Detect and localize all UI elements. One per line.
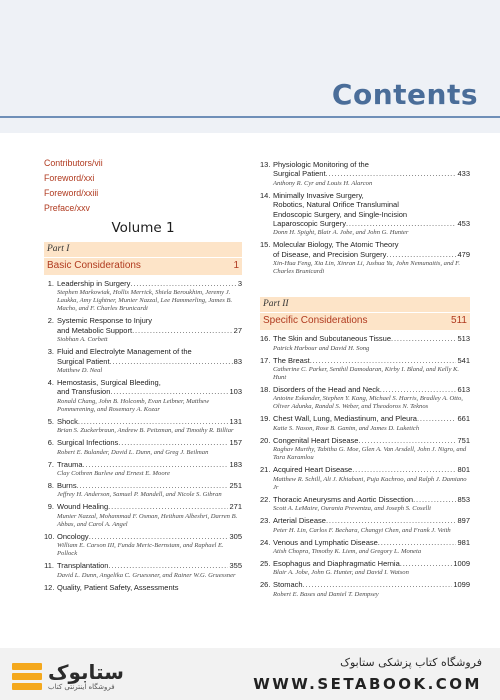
chapter-authors: Ronald Chang, John B. Holcomb, Evan Leibner, Matthew Pommerening, and Rosemary A. Kozar [57, 397, 210, 413]
chapter-title: Oncology [57, 531, 89, 541]
chapter-page: 801 [457, 465, 470, 475]
chapter-page: 1099 [453, 580, 470, 590]
chapter-title-line [273, 385, 470, 394]
chapter-body [57, 460, 242, 481]
chapter-entry[interactable] [260, 559, 470, 580]
dot-leader [132, 326, 233, 335]
chapter-authors: Brian S. Zuckerbraun, Andrew B. Peitzman, and Timothy R. Billiar [57, 427, 234, 435]
chapter-entry[interactable] [260, 160, 470, 191]
part-label: Part II [260, 297, 470, 312]
part-title: Basic Considerations [47, 260, 141, 271]
chapter-authors: Clay Cothren Burlew and Ernest E. Moore [57, 470, 170, 478]
right-column [260, 156, 470, 602]
chapter-title-line [57, 583, 242, 592]
dot-leader [78, 417, 229, 426]
chapter-number: 14. [260, 190, 271, 200]
chapter-page: 453 [457, 219, 470, 229]
chapter-authors: Matthew D. Neal [57, 367, 103, 375]
chapter-entry[interactable] [260, 414, 470, 435]
front-matter-preface[interactable]: Preface/xxv [44, 203, 90, 213]
chapter-page: 433 [457, 169, 470, 179]
chapter-title: Wound Healing [57, 502, 109, 512]
chapter-title: Hemostasis, Surgical Bleeding, [57, 378, 161, 388]
chapter-title-line [57, 357, 242, 366]
chapter-number: 4. [47, 378, 54, 388]
chapter-title-line [273, 169, 470, 178]
chapter-title: Molecular Biology, The Atomic Theory [273, 240, 399, 250]
chapter-title: Endoscopic Surgery, and Single-Incision [273, 209, 408, 219]
dot-leader [303, 580, 453, 589]
chapter-title-line [57, 347, 242, 356]
chapter-title-line [57, 387, 242, 396]
chapter-page: 27 [233, 325, 242, 335]
front-matter-foreword-1[interactable]: Foreword/xxi [44, 173, 95, 183]
chapter-entry[interactable] [44, 561, 242, 582]
chapter-page: 479 [457, 249, 470, 259]
chapter-body [273, 436, 470, 465]
store-url[interactable]: WWW.SETABOOK.COM [253, 675, 482, 693]
chapter-authors: Blair A. Jobe, John G. Hunter, and David I. Watson [273, 569, 409, 577]
dot-leader [391, 334, 456, 343]
chapter-title: Acquired Heart Disease [273, 465, 353, 475]
chapter-entry[interactable] [260, 436, 470, 465]
chapter-authors: Scott A. LeMaire, Ourania Preventza, and Joseph S. Coselli [273, 505, 431, 513]
chapter-number: 8. [47, 481, 54, 491]
part-page: 1 [233, 260, 239, 271]
chapter-title: The Skin and Subcutaneous Tissue [273, 334, 391, 344]
chapter-page: 853 [457, 494, 470, 504]
dot-leader [417, 414, 457, 423]
chapter-title-line [273, 465, 470, 474]
chapter-title: Leadership in Surgery [57, 279, 131, 288]
store-name: فروشگاه کتاب پزشکی ستابوک [340, 656, 482, 669]
chapter-authors: Donn H. Spight, Blair A. Jobe, and John G. Hunter [273, 229, 409, 237]
chapter-entry[interactable] [44, 502, 242, 531]
chapter-title-line [57, 481, 242, 490]
chapter-number: 10. [44, 531, 55, 541]
chapter-page: 981 [457, 537, 470, 547]
chapter-page: 103 [229, 387, 242, 397]
chapter-body [273, 191, 470, 241]
chapter-title: Fluid and Electrolyte Management of the [57, 347, 192, 357]
chapter-body [273, 385, 470, 414]
chapter-entry[interactable] [260, 356, 470, 385]
chapter-authors: Atish Chopra, Timothy K. Liem, and Gregory L. Moneta [273, 547, 422, 555]
chapter-title-line [57, 279, 242, 288]
chapter-body [273, 559, 470, 580]
chapter-body [273, 240, 470, 279]
chapter-page: 513 [457, 334, 470, 344]
dot-leader [130, 279, 236, 288]
book-stack-icon [10, 660, 44, 694]
chapter-body [57, 583, 242, 592]
dot-leader [346, 219, 457, 228]
chapter-page: 157 [229, 438, 242, 448]
chapter-body [273, 334, 470, 355]
chapter-authors: Jeffrey H. Anderson, Samuel P. Mandell, and Nicole S. Gibran [57, 491, 222, 499]
front-matter-contributors[interactable]: Contributors/vii [44, 158, 103, 168]
chapter-entry[interactable] [260, 465, 470, 494]
chapter-title: Surgical Patient [273, 169, 326, 179]
chapter-entry[interactable] [44, 481, 242, 502]
chapter-title-line [57, 438, 242, 447]
chapter-number: 1. [47, 279, 54, 288]
chapter-title-line [57, 326, 242, 335]
chapter-title: and Metabolic Support [57, 325, 133, 335]
chapter-title: Surgical Patient [57, 356, 110, 366]
part-title-bar[interactable] [260, 313, 470, 330]
chapter-page: 271 [229, 502, 242, 512]
chapter-title-line [273, 200, 470, 209]
chapter-number: 19. [260, 414, 271, 424]
chapter-number: 17. [260, 355, 271, 365]
header-rule [0, 116, 500, 118]
chapter-title: Chest Wall, Lung, Mediastinum, and Pleura [273, 414, 417, 424]
front-matter-foreword-2[interactable]: Foreword/xxiii [44, 188, 99, 198]
chapter-title-line [57, 316, 242, 325]
chapter-title-line [57, 378, 242, 387]
chapter-title: Minimally Invasive Surgery, [273, 190, 364, 200]
chapter-number: 7. [47, 459, 54, 469]
chapter-page: 1009 [453, 558, 470, 568]
chapter-entry[interactable] [260, 334, 470, 355]
chapter-title-line [273, 580, 470, 589]
chapter-entry[interactable] [260, 240, 470, 279]
dot-leader [358, 436, 456, 445]
part-label: Part I [44, 242, 242, 257]
dot-leader [108, 502, 228, 511]
chapter-number: 2. [47, 316, 54, 326]
chapter-title-line [273, 250, 470, 259]
chapter-title: Physiologic Monitoring of the [273, 160, 369, 169]
chapter-page: 541 [457, 355, 470, 365]
chapter-entry[interactable] [44, 532, 242, 561]
chapter-number: 13. [260, 160, 271, 169]
dot-leader [386, 250, 456, 259]
chapter-title: Quality, Patient Safety, Assessments [57, 582, 179, 592]
chapter-page: 251 [229, 481, 242, 491]
chapter-number: 26. [260, 580, 271, 590]
dot-leader [310, 356, 457, 365]
chapter-title-line [273, 160, 470, 169]
chapter-body [57, 438, 242, 459]
part-one [44, 242, 242, 592]
chapter-list-continued [260, 160, 470, 279]
chapter-authors: William E. Carson III, Funda Meric-Bernstam, and Raphael E. Pollock [57, 542, 224, 558]
chapter-list [260, 334, 470, 601]
chapter-authors: Raghav Murthy, Tabitha G. Moe, Glen A. Van Arsdell, John J. Nigro, and Tara Karamlou [273, 446, 467, 462]
part-page: 511 [451, 315, 467, 327]
chapter-title: of Disease, and Precision Surgery [273, 249, 387, 259]
volume-heading: Volume 1 [111, 220, 175, 236]
chapter-title-line [273, 240, 470, 249]
chapter-title-line [273, 559, 470, 568]
chapter-title-line [273, 334, 470, 343]
chapter-number: 12. [44, 582, 55, 592]
chapter-title: Shock [57, 416, 78, 426]
chapter-entry[interactable] [260, 538, 470, 559]
chapter-title: Surgical Infections [57, 438, 119, 448]
front-matter-list [44, 156, 242, 216]
chapter-number: 5. [47, 416, 54, 426]
chapter-body [57, 279, 242, 316]
chapter-title-line [273, 414, 470, 423]
dot-leader [378, 538, 457, 547]
chapter-page: 183 [229, 459, 242, 469]
chapter-authors: Robert E. Bases and Daniel T. Dempsey [273, 590, 379, 598]
chapter-authors: Catherine C. Parker, Senthil Damodaran, Kirby I. Bland, and Kelly K. Hunt [273, 366, 460, 382]
chapter-page: 83 [233, 356, 242, 366]
dot-leader [400, 559, 453, 568]
chapter-body [273, 414, 470, 435]
chapter-entry[interactable] [260, 516, 470, 537]
chapter-entry[interactable] [260, 385, 470, 414]
chapter-page: 613 [457, 385, 470, 395]
chapter-body [57, 378, 242, 417]
dot-leader [89, 532, 229, 541]
chapter-number: 25. [260, 558, 271, 568]
chapter-page: 305 [229, 531, 242, 541]
chapter-entry[interactable] [44, 438, 242, 459]
chapter-title-line [273, 356, 470, 365]
dot-leader [326, 516, 457, 525]
chapter-body [57, 347, 242, 378]
chapter-body [273, 160, 470, 191]
dot-leader [77, 481, 229, 490]
chapter-title: Laparoscopic Surgery [273, 219, 346, 229]
chapter-entry[interactable] [260, 191, 470, 241]
chapter-body [273, 538, 470, 559]
chapter-entry[interactable] [44, 583, 242, 592]
part-title-bar[interactable] [44, 258, 242, 275]
chapter-authors: Katie S. Nason, Rose B. Ganim, and James D. Luketich [273, 424, 420, 432]
chapter-title: Esophagus and Diaphragmatic Hernia [273, 558, 400, 568]
left-column [44, 150, 242, 592]
dot-leader [83, 460, 229, 469]
chapter-authors: Siobhan A. Corbett [57, 336, 108, 344]
chapter-page: 131 [229, 416, 242, 426]
chapter-title: Systemic Response to Injury [57, 316, 153, 326]
chapter-number: 11. [44, 561, 54, 571]
chapter-number: 6. [47, 438, 54, 448]
chapter-title-line [273, 210, 470, 219]
chapter-number: 22. [260, 494, 271, 504]
chapter-number: 21. [260, 465, 271, 475]
chapter-title-line [273, 191, 470, 200]
chapter-authors: Peter H. Lin, Carlos F. Bechara, Changyi Chen, and Frank J. Veith [273, 526, 451, 534]
page-title: Contents [331, 78, 478, 111]
chapter-title-line [57, 502, 242, 511]
dot-leader [110, 387, 228, 396]
chapter-title-line [273, 516, 470, 525]
chapter-entry[interactable] [44, 316, 242, 347]
chapter-title-line [57, 532, 242, 541]
chapter-title-line [273, 495, 470, 504]
chapter-body [273, 495, 470, 516]
chapter-title-line [57, 561, 242, 570]
chapter-body [57, 561, 242, 582]
chapter-title: Transplantation [57, 561, 109, 571]
chapter-number: 24. [260, 537, 271, 547]
dot-leader [413, 495, 456, 504]
chapter-number: 18. [260, 385, 271, 395]
chapter-authors: Patrick Harbour and David H. Song [273, 344, 370, 352]
chapter-authors: Antoine Eskander, Stephen Y. Kang, Michael S. Harris, Bradley A. Otto, Oliver Adunka, Randal S. Weber, and Theodoros N. Teknos [273, 395, 463, 411]
chapter-entry[interactable] [44, 347, 242, 378]
chapter-body [57, 502, 242, 531]
chapter-title-line [57, 417, 242, 426]
dot-leader [380, 385, 457, 394]
chapter-page: 751 [457, 435, 470, 445]
chapter-authors: Matthew R. Schill, Ali J. Khiabani, Puja Kachroo, and Ralph J. Damiano Jr [273, 475, 467, 491]
chapter-list [44, 279, 242, 592]
chapter-authors: Anthony R. Cyr and Louis H. Alarcon [273, 179, 373, 187]
chapter-title: Stomach [273, 580, 303, 590]
chapter-authors: Robert E. Bulander, David L. Dunn, and Greg J. Beilman [57, 448, 209, 456]
chapter-number: 3. [47, 347, 54, 357]
chapter-body [57, 481, 242, 502]
dot-leader [108, 561, 228, 570]
chapter-title: The Breast [273, 355, 310, 365]
chapter-title: Congenital Heart Disease [273, 435, 359, 445]
dot-leader [326, 169, 457, 178]
chapter-title: Arterial Disease [273, 516, 326, 526]
chapter-entry[interactable] [44, 417, 242, 438]
chapter-body [57, 417, 242, 438]
chapter-authors: Munier Nazzal, Mohammad F. Osman, Heitham Albeshri, Darren B. Abbas, and Carol A. Angel [57, 512, 238, 528]
chapter-number: 23. [260, 516, 271, 526]
chapter-body [57, 532, 242, 561]
chapter-title-line [273, 436, 470, 445]
chapter-title: Thoracic Aneurysms and Aortic Dissection [273, 494, 414, 504]
chapter-body [273, 516, 470, 537]
chapter-title-line [273, 538, 470, 547]
chapter-entry[interactable] [260, 580, 470, 601]
chapter-authors: Stephen Markowiak, Hollis Merrick, Shiela Beroukhim, Jeremy J. Laukka, Amy Lightner, Munier Nazzal, Lee Hammerling, James B. Macho, and F. Charles Brunicardi [57, 289, 233, 313]
chapter-entry[interactable] [44, 460, 242, 481]
chapter-number: 16. [260, 334, 271, 344]
chapter-body [273, 356, 470, 385]
header-band [0, 0, 500, 133]
dot-leader [118, 438, 228, 447]
chapter-authors: Xin-Hua Feng, Xia Lin, Xinran Li, Jushua Yu, John Nemunaitis, and F. Charles Brunicardi [273, 260, 461, 276]
chapter-number: 9. [47, 502, 54, 512]
chapter-page: 897 [457, 516, 470, 526]
part-two [260, 297, 470, 601]
chapter-body [273, 580, 470, 601]
chapter-entry[interactable] [260, 495, 470, 516]
chapter-title-line [273, 219, 470, 228]
chapter-title: Robotics, Natural Orifice Transluminal [273, 200, 399, 210]
chapter-page: 3 [237, 279, 242, 288]
chapter-page: 355 [229, 561, 242, 571]
chapter-body [273, 465, 470, 494]
chapter-number: 20. [260, 435, 271, 445]
dot-leader [352, 465, 456, 474]
logo-tagline: فروشگاه اینترنتی کتاب [48, 683, 115, 691]
dot-leader [110, 357, 233, 366]
chapter-title: Venous and Lymphatic Disease [273, 537, 378, 547]
chapter-entry[interactable] [44, 378, 242, 417]
chapter-title-line [57, 460, 242, 469]
logo-wordmark: ستابوک [48, 660, 124, 684]
chapter-title: Trauma [57, 459, 83, 469]
chapter-number: 15. [260, 240, 271, 250]
chapter-authors: David L. Dunn, Angelika C. Gruessner, and Rainer W.G. Gruessner [57, 571, 236, 579]
part-title: Specific Considerations [263, 315, 368, 327]
chapter-body [57, 316, 242, 347]
chapter-page: 661 [457, 414, 470, 424]
chapter-entry[interactable] [44, 279, 242, 316]
chapter-title: Disorders of the Head and Neck [273, 385, 380, 395]
chapter-title: and Transfusion [57, 387, 111, 397]
chapter-title: Burns [57, 481, 77, 491]
store-logo[interactable] [10, 660, 150, 694]
